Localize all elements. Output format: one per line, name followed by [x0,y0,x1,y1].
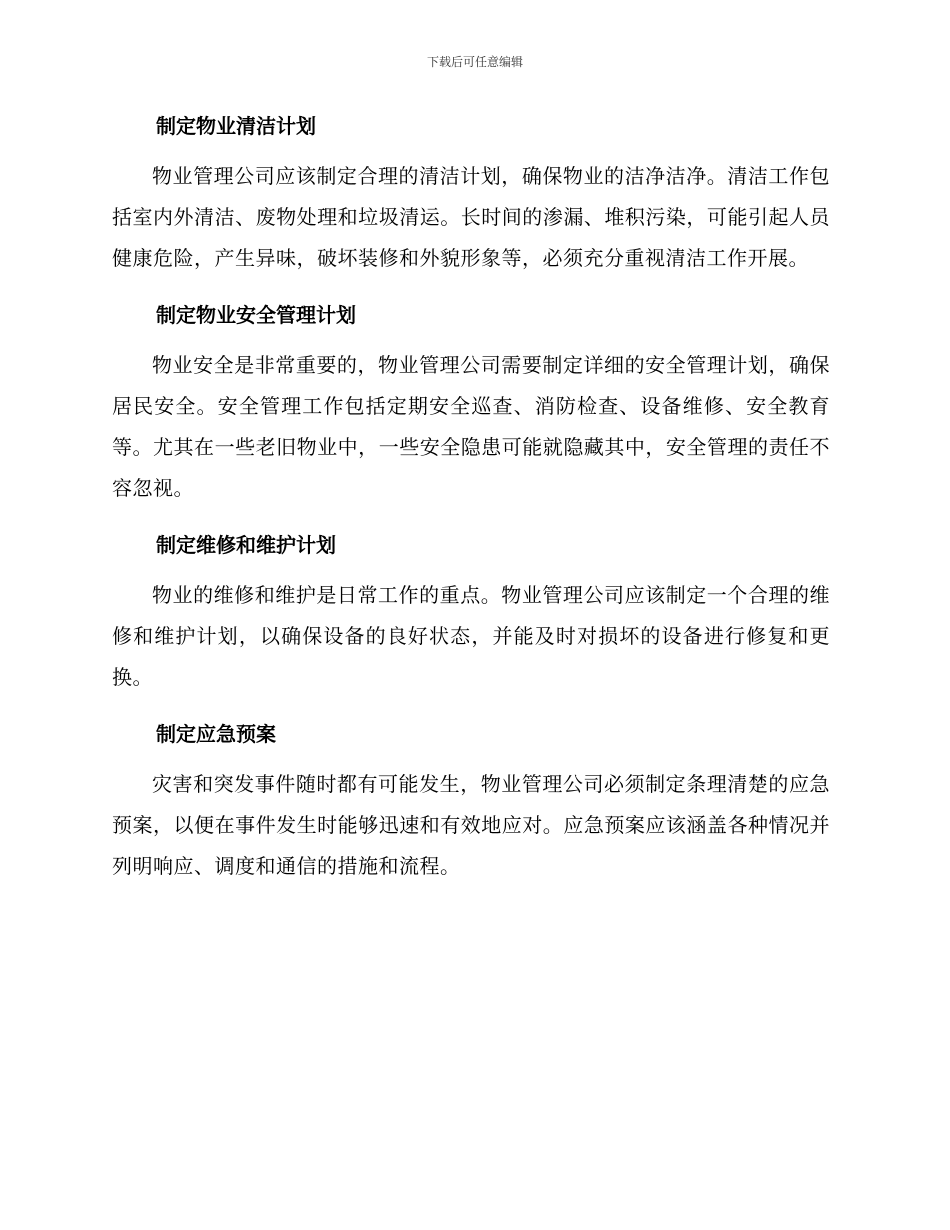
section-paragraph: 灾害和突发事件随时都有可能发生，物业管理公司必须制定条理清楚的应急预案，以便在事件发生时能够迅速和有效地应对。应急预案应该涵盖各种情况并列明响应、调度和通信的措施和流程。 [112,772,830,878]
section-paragraph: 物业安全是非常重要的，物业管理公司需要制定详细的安全管理计划，确保居民安全。安全管理工作包括定期安全巡查、消防检查、设备维修、安全教育等。尤其在一些老旧物业中，一些安全隐患可能就隐藏其中，安全管理的责任不容忽视。 [112,353,830,500]
section-paragraph: 物业管理公司应该制定合理的清洁计划，确保物业的洁净洁净。清洁工作包括室内外清洁、废物处理和垃圾清运。长时间的渗漏、堆积污染，可能引起人员健康危险，产生异味，破坏装修和外貌形象等，必须充分重视清洁工作开展。 [112,164,830,270]
section-safety-plan [112,293,830,509]
page-header-note: 下载后可任意编辑 [426,55,523,69]
document-body [112,104,830,901]
section-heading: 制定维修和维护计划 [156,533,336,557]
section-paragraph: 物业的维修和维护是日常工作的重点。物业管理公司应该制定一个合理的维修和维护计划，以确保设备的良好状态，并能及时对损坏的设备进行修复和更换。 [112,583,830,689]
section-cleaning-plan [112,104,830,279]
section-heading: 制定物业安全管理计划 [156,303,356,327]
section-heading: 制定物业清洁计划 [156,114,316,138]
section-maintenance-plan [112,523,830,698]
section-emergency-plan [112,712,830,887]
section-heading: 制定应急预案 [156,722,276,746]
